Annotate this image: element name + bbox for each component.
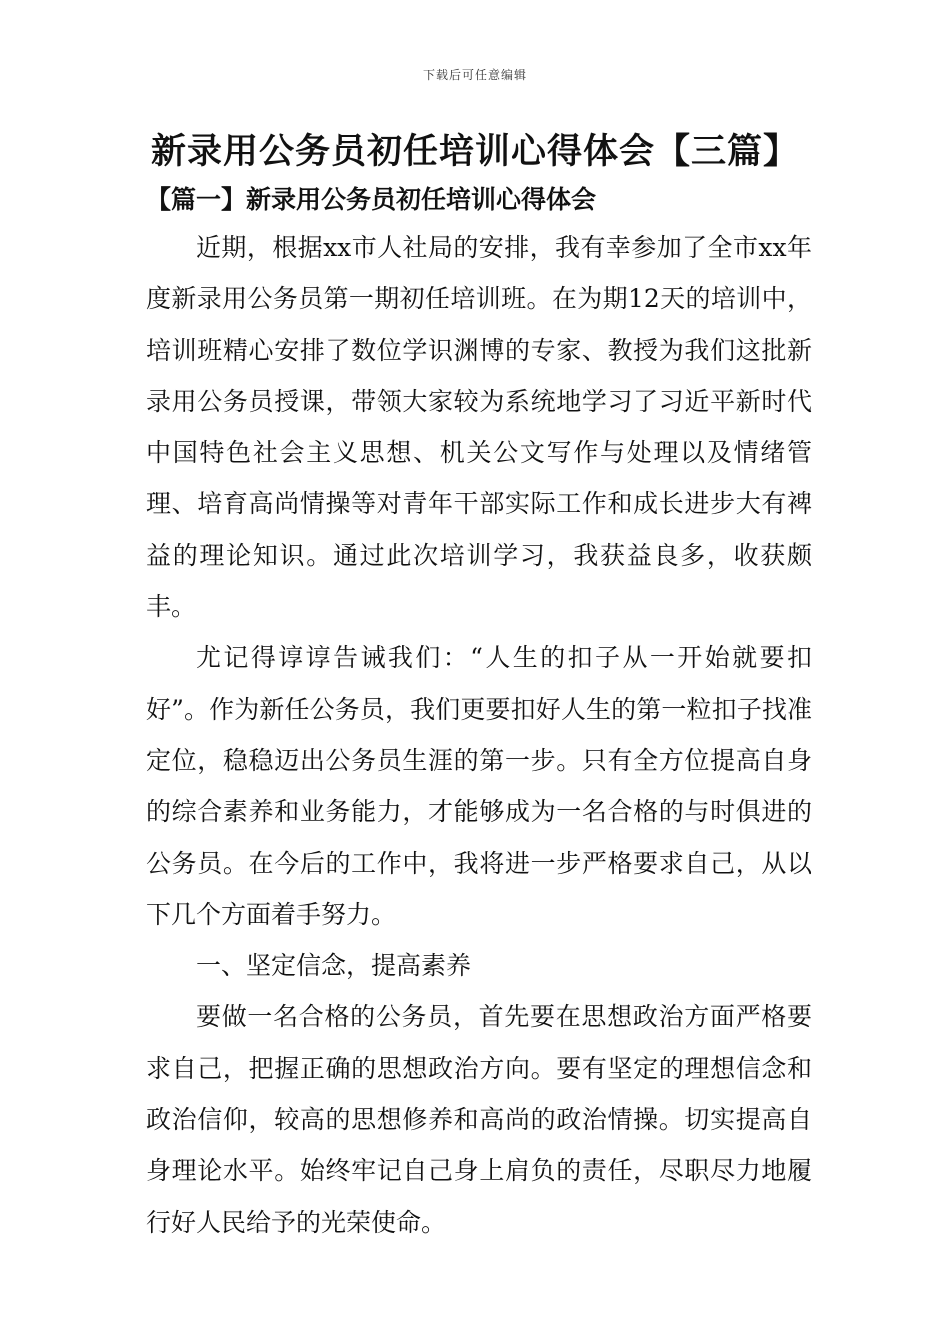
- paragraph-2: 尤记得谆谆告诫我们：“人生的扣子从一开始就要扣好”。作为新任公务员，我们更要扣好人生的第一粒扣子找准定位，稳稳迈出公务员生涯的第一步。只有全方位提高自身的综合素养和业务能力，才能够成为一名合格的与时俱进的公务员。在今后的工作中，我将进一步严格要求自己，从以下几个方面着手努力。: [146, 643, 812, 929]
- paragraph-1: 近期，根据xx市人社局的安排，我有幸参加了全市xx年度新录用公务员第一期初任培训班。在为期12天的培训中，培训班精心安排了数位学识渊博的专家、教授为我们这批新录用公务员授课，带领大家较为系统地学习了习近平新时代中国特色社会主义思想、机关公文写作与处理以及情绪管理、培育高尚情操等对青年干部实际工作和成长进步大有裨益的理论知识。通过此次培训学习，我获益良多，收获颇丰。: [146, 233, 812, 622]
- document-body: [146, 222, 812, 1248]
- section-title: 【篇一】新录用公务员初任培训心得体会: [146, 185, 597, 214]
- document-title: 新录用公务员初任培训心得体会【三篇】: [150, 132, 799, 172]
- header-note: 下载后可任意编辑: [422, 68, 527, 82]
- paragraph-3: 要做一名合格的公务员，首先要在思想政治方面严格要求自己，把握正确的思想政治方向。要有坚定的理想信念和政治信仰，较高的思想修养和高尚的政治情操。切实提高自身理论水平。始终牢记自己身上肩负的责任，尽职尽力地履行好人民给予的光荣使命。: [146, 1002, 812, 1237]
- subheading-1: 一、坚定信念，提高素养: [196, 951, 472, 981]
